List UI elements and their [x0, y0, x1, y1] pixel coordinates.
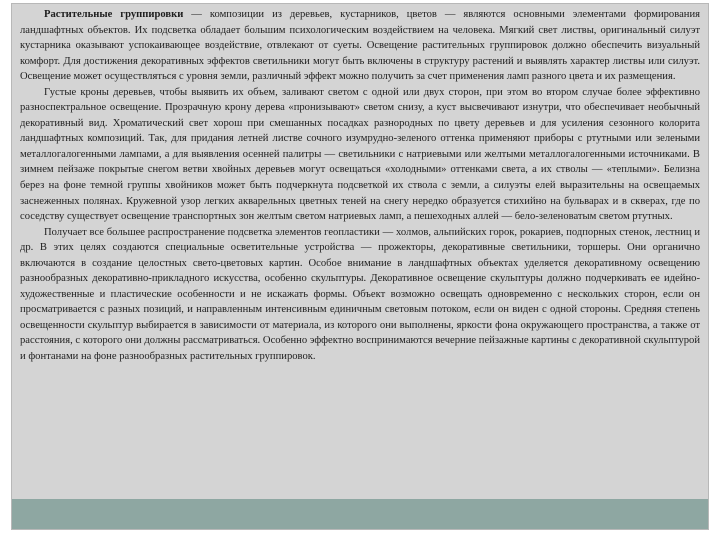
- paragraph-1-text: — композиции из деревьев, кустарников, цветов — являются основными элементами формирования ландшафтных объектов. Их подсветка обладает большим психологическим воздействием на человека. Мягкий свет листвы, оригинальный силуэт кустарника оказывают успокаивающее воздействие, отвлекают от суеты. Освещение растительных группировок должно обеспечить визуальный комфорт. Для достижения декоративных эффектов светильники могут быть включены в структуру растений и выявлять характер листвы или силуэт. Освещение может осуществляться с уровня земли, различный эффект можно получить за счет применения ламп разного цвета и их размещения.: [20, 9, 700, 83]
- term-heading: Растительные группировки: [44, 9, 184, 20]
- paragraph-3: Получает все большее распространение подсветка элементов геопластики — холмов, альпийских горок, рокариев, подпорных стенок, лестниц и др. В этих целях создаются специальные осветительные устройства — прожекторы, декоративные светильники, торшеры. Они органично включаются в создание целостных свето-цветовых картин. Особое внимание в ландшафтных объектах уделяется декоративному освещению разнообразных декоративно-прикладного искусства, особенно скульптуры. Декоративное освещение скульптуры должно подчеркивать ее идейно-художественные и пластические особенности и не искажать формы. Объект возможно освещать одновременно с нескольких сторон, если он просматривается с разных позиций, и направленным интенсивным единичным световым потоком, если он виден с одной стороны. Средняя степень освещенности скульптур выбирается в зависимости от материала, из которого они выполнены, яркости фона окружающего пространства, а также от расстояния, с которого они должны рассматриваться. Особенно эффектно воспринимаются вечерние пейзажные картины с декоративной скульптурой и фонтанами на фоне разнообразных растительных группировок.: [20, 226, 700, 363]
- paragraph-1: [20, 7, 700, 85]
- slide-frame: [11, 3, 709, 530]
- footer-band: [12, 499, 708, 529]
- paragraph-2: Густые кроны деревьев, чтобы выявить их объем, заливают светом с одной или двух сторон, при этом во втором случае более эффективно разноспектральное освещение. Прозрачную крону дерева «пронизывают» светом снизу, а куст высвечивают изнутри, что обеспечивает необычный декоративный вид. Хроматический свет хорош при смешанных посадках разнородных по цвету деревьев и для усиления сезонного колорита ландшафтных композиций. Так, для придания летней листве сочного изумрудно-зеленого оттенка применяют приборы с ртутными или зелеными металлогалогенными лампами, а для выявления осенней палитры — светильники с натриевыми или желтыми металлогалогенными источниками. В зимнем пейзаже покрытые снегом ветви хвойных деревьев могут освещаться «холодными» оттенками света, а их стволы — «теплыми». Белизна берез на фоне темной группы хвойников может быть подчеркнута подсветкой их ствола с земли, а силуэты елей выразительны на освещаемых заснеженных полянах. Кружевной узор легких акварельных цветных теней на снегу нередко образуется стихийно на бульварах и в скверах, где по соседству существует освещение транспортных зон желтым светом натриевых ламп, а пешеходных аллей — бело-зеленоватым светом ртутных.: [20, 86, 700, 223]
- document-body: [20, 7, 700, 365]
